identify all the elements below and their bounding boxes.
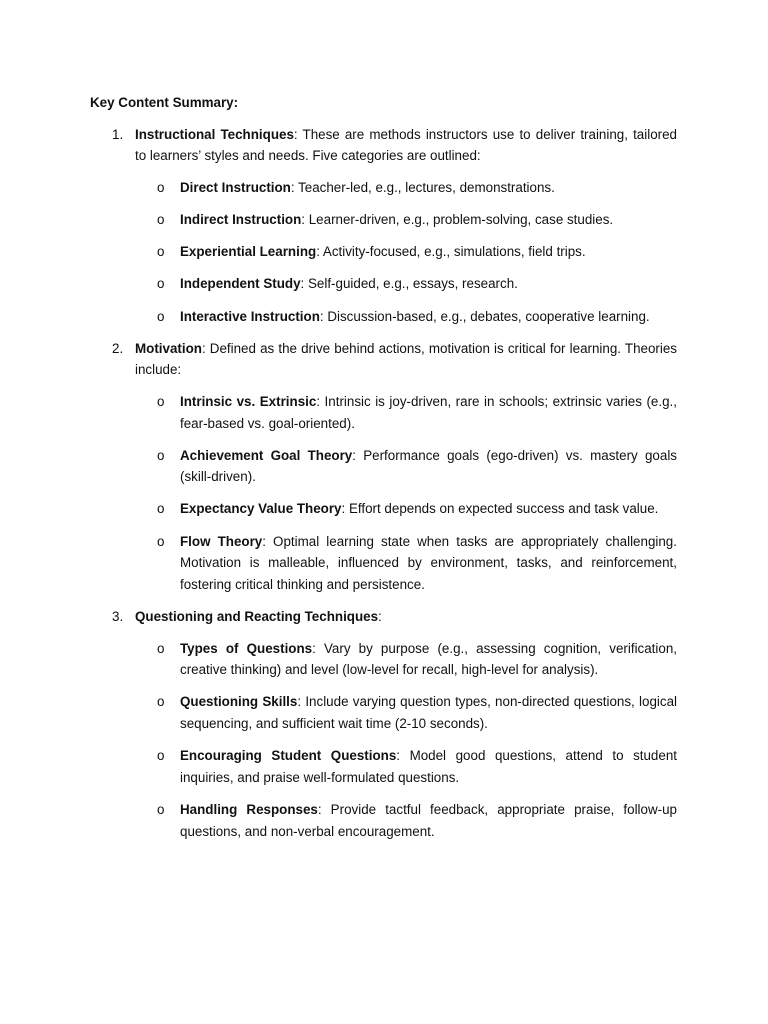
hollow-bullet-icon: o xyxy=(157,393,165,409)
item-term: Achievement Goal Theory xyxy=(180,447,353,463)
item-term: Interactive Instruction xyxy=(180,308,320,324)
item-text: : Vary by purpose (e.g., assessing cognition, verification, creative thinking) and level (low-level for recall, high-level for analysis). xyxy=(180,640,677,678)
list-item xyxy=(135,531,677,596)
list-item xyxy=(135,177,677,199)
section-list xyxy=(90,124,677,843)
item-term: Handling Responses xyxy=(180,801,318,817)
item-term: Questioning Skills xyxy=(180,694,298,710)
item-text: : Intrinsic is joy-driven, rare in schools; extrinsic varies (e.g., fear-based vs. goal-oriented). xyxy=(180,393,677,431)
section-text: : These are methods instructors use to deliver training, tailored to learners’ styles and needs. Five categories are outlined: xyxy=(135,126,678,164)
sub-item-list xyxy=(135,391,677,596)
hollow-bullet-icon: o xyxy=(157,748,165,764)
item-term: Indirect Instruction xyxy=(180,211,302,227)
list-item xyxy=(135,745,677,788)
list-item xyxy=(135,241,677,263)
list-item xyxy=(135,498,677,520)
item-text: : Effort depends on expected success and task value. xyxy=(341,501,659,517)
section-text: : xyxy=(378,609,382,625)
item-text: : Provide tactful feedback, appropriate praise, follow-up questions, and non-verbal encouragement. xyxy=(180,801,677,839)
item-text: : Teacher-led, e.g., lectures, demonstrations. xyxy=(290,179,555,195)
hollow-bullet-icon: o xyxy=(157,211,165,227)
section-number: 1. xyxy=(112,126,124,142)
item-text: : Activity-focused, e.g., simulations, field trips. xyxy=(316,244,586,260)
hollow-bullet-icon: o xyxy=(157,276,165,292)
item-text: : Discussion-based, e.g., debates, cooperative learning. xyxy=(319,308,650,324)
numbered-section xyxy=(90,124,677,328)
hollow-bullet-icon: o xyxy=(157,640,165,656)
sub-item-list xyxy=(135,177,677,327)
hollow-bullet-icon: o xyxy=(157,447,165,463)
item-term: Types of Questions xyxy=(180,640,313,656)
section-number: 2. xyxy=(112,340,124,356)
list-item xyxy=(135,391,677,434)
hollow-bullet-icon: o xyxy=(157,694,165,710)
list-item xyxy=(135,638,677,681)
hollow-bullet-icon: o xyxy=(157,533,165,549)
item-text: : Self-guided, e.g., essays, research. xyxy=(300,276,518,292)
hollow-bullet-icon: o xyxy=(157,244,165,260)
section-text: : Defined as the drive behind actions, motivation is critical for learning. Theories include: xyxy=(135,340,677,378)
hollow-bullet-icon: o xyxy=(157,179,165,195)
list-item xyxy=(135,691,677,734)
item-text: : Performance goals (ego-driven) vs. mastery goals (skill-driven). xyxy=(180,447,677,485)
list-item xyxy=(135,209,677,231)
item-text: : Include varying question types, non-directed questions, logical sequencing, and sufficient wait time (2-10 seconds). xyxy=(180,694,677,731)
item-text: : Learner-driven, e.g., problem-solving, case studies. xyxy=(301,211,614,227)
list-item xyxy=(135,273,677,295)
item-term: Encouraging Student Questions xyxy=(180,748,397,764)
section-term: Motivation xyxy=(135,340,202,356)
list-item xyxy=(135,799,677,842)
item-term: Experiential Learning xyxy=(180,244,317,260)
item-term: Independent Study xyxy=(180,276,301,292)
item-term: Direct Instruction xyxy=(180,179,291,195)
section-paragraph xyxy=(135,124,677,167)
list-item xyxy=(135,445,677,488)
section-term: Instructional Techniques xyxy=(135,126,294,142)
item-term: Expectancy Value Theory xyxy=(180,501,342,517)
item-term: Intrinsic vs. Extrinsic xyxy=(180,393,317,409)
section-paragraph xyxy=(135,606,677,628)
hollow-bullet-icon: o xyxy=(157,801,165,817)
hollow-bullet-icon: o xyxy=(157,501,165,517)
section-term: Questioning and Reacting Techniques xyxy=(135,609,379,625)
document-heading: Key Content Summary: xyxy=(90,95,239,110)
item-text: : Model good questions, attend to student inquiries, and praise well-formulated questions. xyxy=(180,748,677,785)
hollow-bullet-icon: o xyxy=(157,308,165,324)
list-item xyxy=(135,306,677,328)
item-term: Flow Theory xyxy=(180,533,263,549)
item-text: : Optimal learning state when tasks are appropriately challenging. Motivation is malleable, influenced by environment, tasks, and reinforcement, fostering critical thinking and persistence. xyxy=(180,533,677,592)
numbered-section xyxy=(90,606,677,842)
section-paragraph xyxy=(135,338,677,381)
numbered-section xyxy=(90,338,677,596)
document-page xyxy=(90,92,677,852)
sub-item-list xyxy=(135,638,677,843)
section-number: 3. xyxy=(112,609,124,625)
